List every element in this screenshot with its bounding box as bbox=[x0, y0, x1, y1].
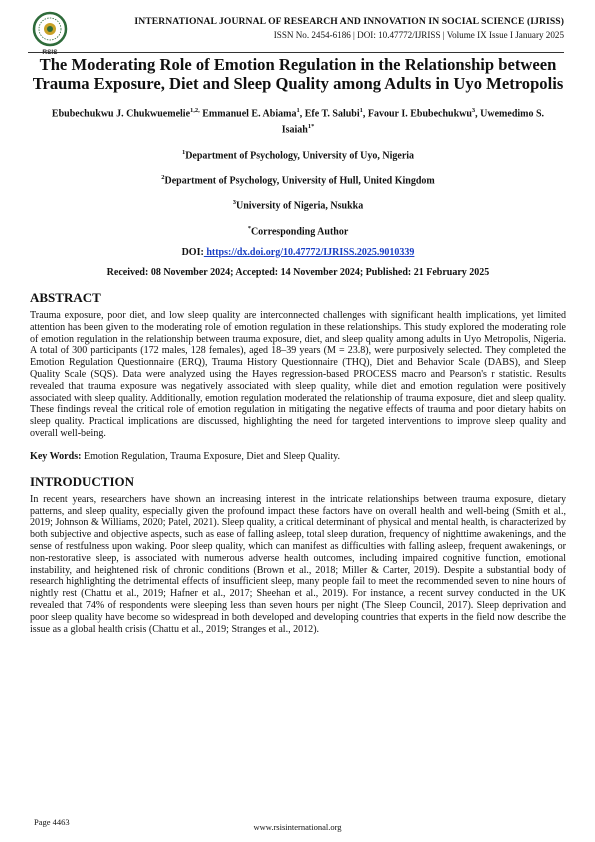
affiliation: $^3$University of Nigeria, Nsukka bbox=[232, 199, 364, 212]
footer-website: www.rsisinternational.org bbox=[253, 822, 342, 832]
journal-name: INTERNATIONAL JOURNAL OF RESEARCH AND INNOVATION IN SOCIAL SCIENCE (IJRISS) bbox=[134, 16, 564, 27]
author-list: Ebubechukwu J. Chukwuemelie$^{1,2,}$ Emmanuel E. Abiama$^1$, Efe T. Salubi$^1$, Favour I. Ebubechukwu$^3$, Uwemedimo S. Isaiah$^{1*}$ bbox=[51, 107, 545, 136]
author-name: Favour I. Ebubechukwu bbox=[367, 108, 472, 120]
corresponding-author-note: *Corresponding Author bbox=[247, 224, 349, 237]
author-affil-marker: 1 bbox=[296, 107, 300, 114]
abstract-text: Trauma exposure, poor diet, and low sleep quality are interconnected challenges with significant health implications, yet limited attention has been given to the moderating role of emotion regulation in these relationships. This study explored the moderating role of emotion regulation in the relationship between trauma exposure, diet, and sleep quality among adults in Uyo Metropolis, Nigeria. A total of 300 participants (172 males, 128 females), aged 18–39 years (M = 23.8), were purposively selected. They completed the Emotion Regulation Questionnaire (ERQ), Trauma History Questionnaire (THQ), Diet and Behavior Scale (DABS), and Sleep Quality Scale (SQS). Data were analyzed using the Hayes regression-based PROCESS macro and Pearson's r statistic. Results revealed that trauma exposure was negatively associated with sleep quality, while diet and emotion regulation were positively associated with sleep quality. Additionally, emotion regulation moderated the relationship of trauma exposure, diet and sleep quality. These findings reveal the critical role of emotion regulation in mitigating the negative effects of trauma and poor dietary habits on sleep quality. Practical implications are discussed, highlighting the need for targeted interventions to improve sleep quality and overall well-being. bbox=[30, 309, 566, 439]
publication-dates: Received: 08 November 2024; Accepted: 14 November 2024; Published: 21 February 2025 bbox=[106, 266, 490, 278]
author-affil-marker: 1,2, bbox=[190, 107, 200, 114]
doi-line bbox=[30, 247, 566, 258]
journal-header bbox=[0, 10, 595, 56]
introduction-heading: INTRODUCTION bbox=[30, 473, 135, 489]
rsis-logo-icon bbox=[26, 10, 74, 56]
header-divider bbox=[28, 52, 564, 53]
author-name: Efe T. Salubi bbox=[304, 108, 360, 120]
keywords-text: Emotion Regulation, Trauma Exposure, Diet and Sleep Quality. bbox=[81, 450, 341, 462]
author-name: Emmanuel E. Abiama bbox=[202, 108, 297, 120]
author-affil-marker: 3 bbox=[471, 107, 476, 114]
author-name: Ebubechukwu J. Chukwuemelie bbox=[51, 108, 191, 120]
page-content bbox=[30, 55, 566, 635]
page-number: Page 4463 bbox=[34, 817, 70, 827]
logo-text: RSIS bbox=[42, 49, 58, 56]
author-affil-marker: 1* bbox=[307, 123, 315, 131]
introduction-text: In recent years, researchers have shown an increasing interest in the intricate relationships between trauma exposure, dietary patterns, and sleep quality, especially given the profound impact these factors have on overall health and well-being (Smith et al., 2019; Johnson & Williams, 2020; Patel, 2021). Sleep quality, a critical determinant of physical and mental health, is characterized by both subjective and objective aspects, such as ease of falling asleep, total sleep duration, frequency of nighttime awakenings, and the sense of restfulness upon waking. Poor sleep quality, which can manifest as difficulties with falling asleep, frequent awakenings, or non-restorative sleep, is associated with numerous adverse health outcomes, including impaired cognitive function, emotional instability, and heightened risk of chronic conditions (Brown et al., 2018; Miller & Carter, 2019). Despite a substantial body of research highlighting the detrimental effects of insufficient sleep, many people fail to meet the recommended seven to nine hours of nightly rest (Chattu et al., 2019; Hafner et al., 2017; Sheehan et al., 2019). For instance, a recent survey conducted in the UK revealed that 74% of respondents were sleeping less than seven hours per night (The Sleep Council, 2017). Sleep deprivation and poor sleep quality have become so widespread in both developed and developing countries that experts in the field now describe the issue as a global health crisis (Chattu et al., 2019; Stranges et al., 2012). bbox=[30, 493, 566, 635]
abstract-heading: ABSTRACT bbox=[30, 289, 101, 305]
doi-link[interactable]: https://dx.doi.org/10.47772/IJRISS.2025.9010339 bbox=[203, 246, 415, 258]
paper-title: The Moderating Role of Emotion Regulation in the Relationship between Trauma Exposure, Diet and Sleep Quality among Adults in Uyo Metropolis bbox=[32, 55, 564, 93]
keywords bbox=[30, 451, 566, 462]
author-name: Uwemedimo S. Isaiah bbox=[281, 108, 545, 136]
doi-label: DOI: bbox=[181, 246, 204, 258]
journal-meta: ISSN No. 2454-6186 | DOI: 10.47772/IJRISS | Volume IX Issue I January 2025 bbox=[273, 30, 564, 40]
author-affil-marker: 1 bbox=[359, 107, 363, 114]
keywords-label: Key Words: bbox=[30, 450, 82, 462]
affiliation: $^2$Department of Psychology, University of Hull, United Kingdom bbox=[161, 173, 435, 187]
affiliation: $^1$Department of Psychology, University of Uyo, Nigeria bbox=[181, 148, 415, 161]
